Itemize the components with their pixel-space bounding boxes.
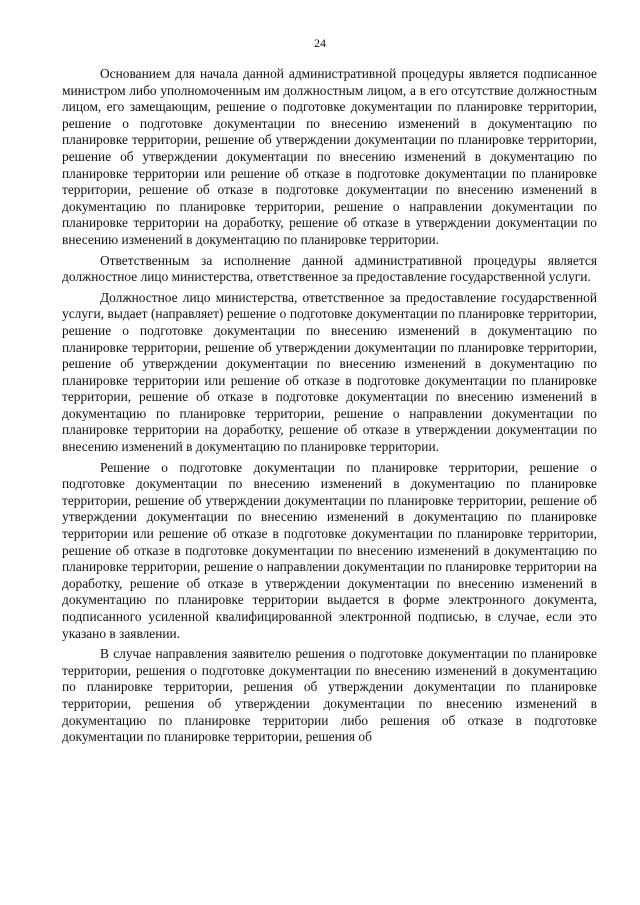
document-body: [62, 66, 597, 750]
paragraph-basis: Основанием для начала данной административной процедуры является подписанное министром либо уполномоченным им должностным лицом, а в его отсутствие должностным лицом, его замещающим, решение о подготовке документации по планировке территории, решение о подготовке документации по внесению изменений в документацию по планировке территории, решение об утверждении документации по планировке территории, решение об утверждении документации по внесению изменений в документацию по планировке территории или решение об отказе в подготовке документации по планировке территории, решение об отказе в подготовке документации по внесению изменений в документацию по планировке территории, решение о направлении документации по планировке территории на доработку, решение об отказе в утверждении документации по внесению изменений в документацию по планировке территории.: [62, 66, 597, 247]
paragraph-electronic-form: Решение о подготовке документации по планировке территории, решение о подготовке документации по внесению изменений в документацию по планировке территории, решение об утверждении документации по планировке территории, решение об утверждении документации по внесению изменений в документацию по планировке территории или решение об отказе в подготовке документации по планировке территории, решение об отказе в подготовке документации по внесению изменений в документацию по планировке территории, решение о направлении документации по планировке территории на доработку, решение об отказе в утверждении документации по внесению изменений в документацию по планировке территории выдается в форме электронного документа, подписанного усиленной квалифицированной электронной подписью, в случае, если это указано в заявлении.: [62, 459, 597, 641]
paragraph-sending-case: В случае направления заявителю решения о подготовке документации по планировке территории, решения о подготовке документации по внесению изменений в документацию по планировке территории, решения об утверждении документации по планировке территории, решения об утверждении документации по внесению изменений в документацию по планировке территории либо решения об отказе в подготовке документации по планировке территории, решения об: [62, 646, 597, 745]
paragraph-responsible: Ответственным за исполнение данной административной процедуры является должностное лицо министерства, ответственное за предоставление государственной услуги.: [62, 252, 597, 285]
page-number: 24: [314, 36, 326, 50]
paragraph-issuance: Должностное лицо министерства, ответственное за предоставление государственной услуги, выдает (направляет) решение о подготовке документации по планировке территории, решение о подготовке документации по внесению изменений в документацию по планировке территории, решение об утверждении документации по планировке территории, решение об утверждении документации по внесению изменений в документацию по планировке территории или решение об отказе в подготовке документации по планировке территории, решение об отказе в подготовке документации по внесению изменений в документацию по планировке территории, решение о направлении документации по планировке территории на доработку, решение об отказе в утверждении документации по внесению изменений в документацию по планировке территории.: [62, 289, 597, 455]
